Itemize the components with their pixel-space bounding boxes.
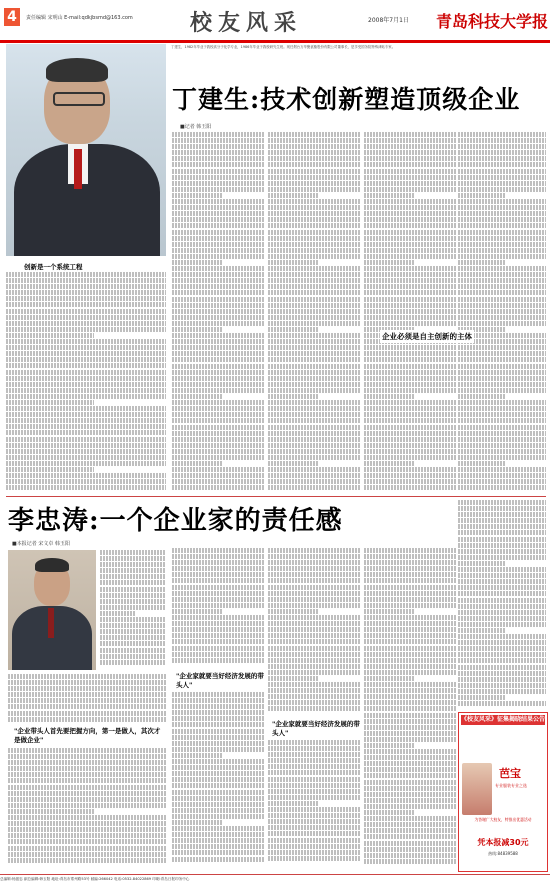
article2-byline: ■本报记者 宋文卓 韩玉阳 <box>12 541 70 547</box>
article1-column-4 <box>364 132 456 494</box>
article2-column-3 <box>268 548 360 716</box>
footer: 总编辑:杨振忠 副总编辑:韩玉阳 地址:青岛市郑州路53号 邮编:266042 电话:0532-84022869 印刷:青岛日报印务中心 <box>0 874 550 884</box>
ad-slogan: 专业服装专业之选 <box>495 783 527 788</box>
article2-headline: 李忠涛:一个企业家的责任感 <box>8 506 343 536</box>
article1-column-3 <box>268 132 360 494</box>
article2-column-1 <box>100 550 166 670</box>
page-number: 4 <box>4 8 20 26</box>
article1-photo <box>6 44 166 256</box>
ad-brand-name: 芭宝 <box>499 767 521 780</box>
article2-column-1a <box>8 674 166 724</box>
article2-column-3b <box>268 740 360 868</box>
ad-promo: 为答谢广大校友，特推出优惠活动 <box>474 817 532 822</box>
article2-column-2b <box>172 692 264 868</box>
article2-column-5 <box>458 500 546 710</box>
article2-column-4 <box>364 548 456 868</box>
article1-column-1 <box>6 272 166 492</box>
issue-date: 2008年7月1日 <box>368 17 409 24</box>
article1-column-5 <box>458 132 546 494</box>
article2-column-2 <box>172 548 264 668</box>
article1-subhead-2: 企业必须是自主创新的主体 <box>382 332 472 341</box>
article1-intro: 丁建生，1982年毕业于我校高分子化学专业，1986年毕业于我校研究生班。现任烟台万华聚氨酯股份有限公司董事长，是享受国务院特殊津贴专家。 <box>171 45 396 49</box>
article1-subhead-1: 创新是一个系统工程 <box>24 263 83 271</box>
article1-column-2 <box>172 132 264 494</box>
article2-photo <box>8 550 96 670</box>
article1-byline: ■记者 韩玉阳 <box>180 124 212 130</box>
ad-title: 《校友风采》征集揭晓结果公告 <box>461 716 546 723</box>
section-title: 校友风采 <box>190 10 303 36</box>
advertisement <box>458 712 548 872</box>
masthead <box>0 0 550 43</box>
article2-subhead-3: "企业家就要当好经济发展的带头人" <box>272 720 360 737</box>
paper-name: 青岛科技大学报 <box>436 12 549 31</box>
article2-column-1b <box>8 748 166 868</box>
ad-hotline: 热线:84839588 <box>488 851 518 856</box>
editor-info: 责任编辑 宋明山 E-mail:qdkjbsmd@163.com <box>26 15 133 21</box>
article2-subhead-1: "企业带头人首先要把握方向，第一是做人，其次才是做企业" <box>14 727 161 744</box>
section-divider <box>6 496 546 497</box>
article1-headline: 丁建生:技术创新塑造顶级企业 <box>172 85 521 114</box>
ad-price: 凭本报减30元 <box>477 838 529 847</box>
article2-subhead-2: "企业家就要当好经济发展的带头人" <box>176 672 264 689</box>
ad-model-photo <box>462 763 492 815</box>
